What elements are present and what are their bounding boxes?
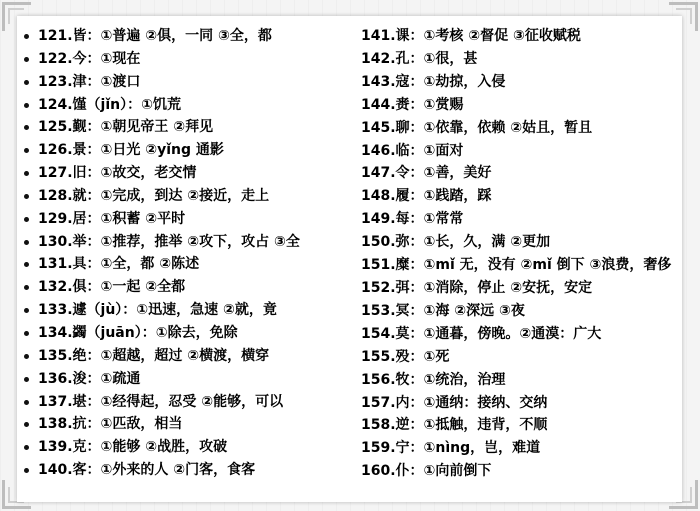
list-item: 159.宁：①nìng，岂，难道 [361,440,541,457]
list-item: 135.绝：①超越，超过 ②横渡，横穿 [24,345,364,368]
list-item: 132.俱：①一起 ②全都 [24,276,364,299]
list-item: 160.仆：①向前倒下 [361,463,492,480]
list-item: 133.遽（jù）：①迅速，急速 ②就，竟 [24,299,364,322]
list-item: 143.寇：①劫掠，入侵 [361,73,506,90]
list-item: 124.馑（jǐn）：①饥荒 [24,94,364,117]
list-item: 142.孔：①很，甚 [361,50,478,67]
list-item: 123.津：①渡口 [24,71,364,94]
list-item: 155.殁：①死 [361,348,450,365]
list-item: 127.旧：①故交，老交情 [24,162,364,185]
list-item: 149.每：①常常 [361,211,464,228]
list-item: 126.景：①日光 ②yǐng 通影 [24,139,364,162]
list-item: 138.抗：①匹敌，相当 [24,413,364,436]
list-item: 129.居：①积蓄 ②平时 [24,208,364,231]
list-item: 151.糜：①mǐ 无，没有 ②mǐ 倒下 ③浪费，奢侈 [361,257,672,274]
list-item: 158.逆：①抵触，违背，不顺 [361,417,548,434]
left-column [24,25,364,482]
list-item: 147.令：①善，美好 [361,165,492,182]
list-item: 144.赉：①赏赐 [361,96,464,113]
list-item: 156.牧：①统治，治理 [361,371,506,388]
list-item: 146.临：①面对 [361,142,464,159]
list-item: 125.觐：①朝见帝王 ②拜见 [24,116,364,139]
list-item: 141.课：①考核 ②督促 ③征收赋税 [361,28,581,44]
list-item: 152.弭：①消除，停止 ②安抚，安定 [361,279,593,296]
list-item: 130.举：①推荐，推举 ②攻下，攻占 ③全 [24,231,364,254]
list-item: 137.堪：①经得起，忍受 ②能够，可以 [24,391,364,414]
list-item: 157.内：①通纳：接纳、交纳 [361,394,548,411]
list-item: 122.今：①现在 [24,48,364,71]
list-item: 145.聊：①依靠，依赖 ②姑且，暂且 [361,119,593,136]
right-column [361,25,679,483]
list-item: 128.就：①完成，到达 ②接近，走上 [24,185,364,208]
list-item: 121.皆：①普遍 ②俱，一同 ③全，都 [24,25,364,48]
list-item: 134.蠲（juān）：①除去，免除 [24,322,364,345]
list-item: 139.克：①能够 ②战胜，攻破 [24,436,364,459]
list-item: 148.履：①践踏，踩 [361,188,492,205]
list-item: 131.具：①全，都 ②陈述 [24,253,364,276]
list-item: 153.冥：①海 ②深远 ③夜 [361,302,525,319]
vocab-list-right [361,25,679,483]
list-item: 140.客：①外来的人 ②门客，食客 [24,459,364,482]
list-item: 150.弥：①长，久，满 ②更加 [361,234,551,251]
list-item: 136.浚：①疏通 [24,368,364,391]
vocab-list-left [24,25,364,482]
vocabulary-card [17,16,682,502]
list-item: 154.莫：①通暮，傍晚。②通漠：广大 [361,325,602,342]
